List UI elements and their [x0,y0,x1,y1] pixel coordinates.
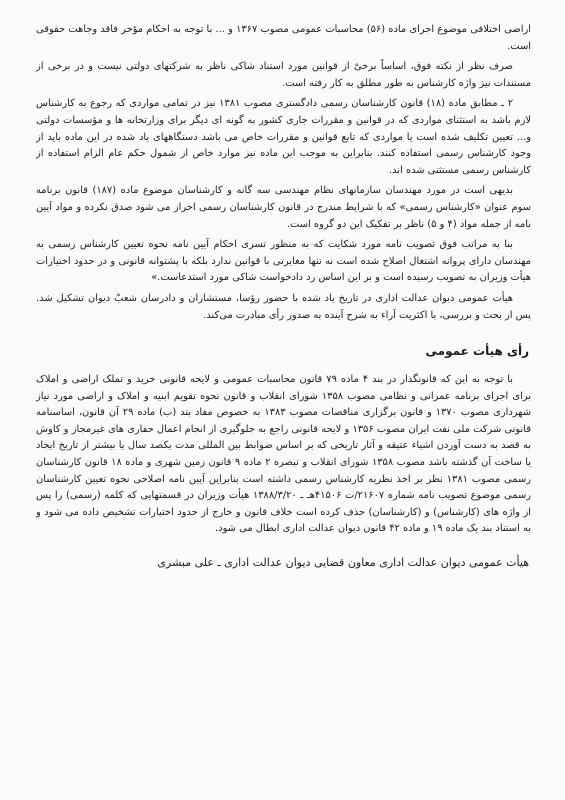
paragraph-2: صرف نظر از نکته فوق، اساساً برخیْ از قوانین مورد استناد شاکی ناظر به شرکتهای دولتی نیست و در برخی از مستندات نیز واژه کارشناس به طور مطلق به کار رفته است. [36,61,531,89]
ruling-heading: رأی هیأت عمومی [425,344,529,359]
paragraph-3: ۲ ـ مطابق ماده (۱۸) قانون کارشناسان رسمی دادگستری مصوب ۱۳۸۱ نیز در تمامی مواردی که رجوع به کارشناس لازم باشد به استثنای مواردی که در قوانین و مقررات جاری کشور به گونه ای دیگر برای وزارتخانه ها و مؤسسات دولتی و... تعیین تکلیف شده است یا مواردی که تابع قوانین و مقررات خاص می باشد دستگاههای یاد شده در این ماده باید از وجود کارشناس رسمی استفاده کنند. بنابراین به موجب این ماده نیز موارد خاص از شمول حکم عام الزام استفاده از کارشناس رسمی مستثنی شده اند. [36,98,531,176]
paragraph-1: اراضی اختلافی موضوع اجرای ماده (۵۶) محاسبات عمومی مصوب ۱۳۶۷ و ... با توجه به احکام مؤخر فاقد وجاهت حقوقی است. [36,24,531,52]
ruling-paragraph: با توجه به این که قانونگذار در بند ۴ ماده ۷۹ قانون محاسبات عمومی و لایحه قانونی خرید و تملک اراضی و املاک برای اجرای برنامه عمرانی و نظامی مصوب ۱۳۵۸ شورای انقلاب و قانون نحوه تقویم ابنیه و املاک و اراضی مورد نیاز شهرداری مصوب ۱۳۷۰ و قانون برگزاری مناقصات مصوب ۱۳۸۳ به خصوص مفاد بند (ب) ماده ۲۹ آن قانون، اساسنامه قانونی شرکت ملی نفت ایران مصوب ۱۳۵۶ و لایحه قانونی راجع به جلوگیری از انجام اعمال حفاری های غیرمجاز و کاوش به قصد به دست آوردن اشیاء عتیقه و آثار تاریخی که بر اساس ضوابط بین المللی مدت یکصد سال یا بیشتر از تاریخ ایجاد یا ساخت آن گذشته باشد مصوب ۱۳۵۸ شورای انقلاب و تبصره ۲ ماده ۹ قانون زمین شهری و ماده ۱۸ قانون کارشناسان رسمی مصوب ۱۳۸۱ نظر بر اخذ نظریه کارشناس رسمی داشته است بنابراین آیین نامه اصلاحی نحوه تعیین کارشناسان رسمی موضوع تصویب نامه شماره ۲۱۶۰۷/ت ۴۱۵۰۶هـ ـ ۱۳۸۸/۳/۲۰ هیأت وزیران در قسمتهایی که کلمه (رسمی) را پس از واژه های (کارشناس) و (کارشناسان) حذف کرده است خلاف قانون و خارج از حدود اختیارات تشخیص داده می شود و به استناد بند یک ماده ۱۹ و ماده ۴۲ قانون دیوان عدالت اداری ابطال می شود. [36,374,532,535]
paragraph-5: بنا به مراتب فوق تصویب نامه مورد شکایت که به منظور تسری احکام آیین نامه نحوه تعیین کارشناس رسمی به مهندسان دارای پروانه اشتغال اصلاح شده است نه تنها مغایرتی با قوانین ندارد بلکه با پشتوانه قانونی و در حدود اختیارات هیأت وزیران به تصویب رسیده است و بر این اساس رد دادخواست شاکی مورد استدعاست.» [36,239,531,284]
signature-line: هیأت عمومی دیوان عدالت اداری معاون قضایی دیوان عدالت اداری ـ علی مبشری [157,556,529,570]
paragraph-6: هیأت عمومی دیوان عدالت اداری در تاریخ یاد شده با حضور رؤسا، مستشاران و دادرسان شعبْ دیوان تشکیل شد. پس از بحث و بررسی، با اکثریت آراء به شرح آینده به صدور رأی مبادرت می‌کند. [36,292,531,321]
paragraph-4: بدیهی است در مورد مهندسان سازمانهای نظام مهندسی سه گانه و کارشناسان موضوع ماده (۱۸۷) قانون برنامه سوم عنوان «کارشناس رسمی» که با شرایط مندرج در قانون کارشناسان رسمی احراز می شود صدق نکرده و مواد آیین نامه از جمله مواد (۴ و ۵) ناظر بر تفکیک این دو گروه است. [36,185,531,230]
